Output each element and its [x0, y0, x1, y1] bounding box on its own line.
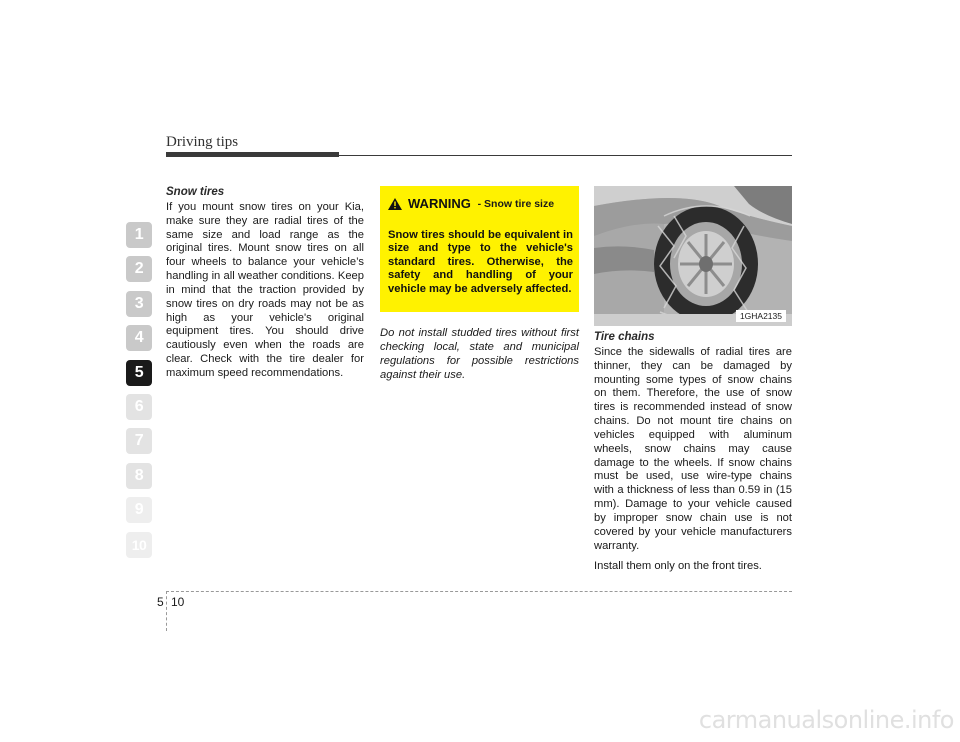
tire-chains-note: Install them only on the front tires. [594, 559, 762, 572]
warning-topic: - Snow tire size [477, 198, 555, 210]
chapter-tab-10[interactable]: 10 [126, 532, 152, 558]
footer-divider [166, 591, 167, 631]
snow-tires-body: If you mount snow tires on your Kia, make sure they are radial tires of the same size and load range as the original tires. Mount snow tires on all four wheels to balance your vehicle’s handling in all weather conditions. Keep in mind that the traction provided by snow tires on dry roads may not be as high as your vehicle's original equipment tires. You should drive cautiously even when the roads are clear. Check with the tire dealer for maximum speed recommendations. [166, 200, 364, 379]
car-wheel-illustration [594, 186, 792, 326]
figure-code: 1GHA2135 [736, 310, 786, 322]
studded-tires-note: Do not install studded tires without first checking local, state and municipal regulations for possible restrictions against their use. [380, 327, 579, 381]
warning-triangle-icon [388, 198, 402, 210]
warning-label: WARNING [408, 196, 471, 211]
warning-body: Snow tires should be equivalent in size and type to the vehicle's standard tires. Otherwise, the safety and handling of your vehicle may be adversely affected. [388, 229, 573, 295]
tire-chains-body: Since the sidewalls of radial tires are thinner, they can be damaged by mounting some types of snow chains on them. Therefore, the use of snow tires is recommended instead of snow chains. Do not mount tire chains on vehicles equipped with aluminum wheels, snow chains may cause damage to the wheels. If snow chains must be used, use wire-type chains with a thickness of less than 0.59 in (15 mm). Damage to your vehicle caused by improper snow chain use is not covered by your vehicle manufacturers warranty. [594, 345, 792, 552]
tire-chains-heading: Tire chains [594, 331, 655, 343]
chapter-tab-8[interactable]: 8 [126, 463, 152, 489]
warning-box [380, 186, 579, 312]
chapter-tab-6[interactable]: 6 [126, 394, 152, 420]
chapter-tab-9[interactable]: 9 [126, 497, 152, 523]
chapter-tab-2[interactable]: 2 [126, 256, 152, 282]
tire-chain-photo [594, 186, 792, 326]
chapter-tab-5-active[interactable]: 5 [126, 360, 152, 386]
section-title: Driving tips [166, 134, 239, 150]
footer-section-number: 5 [157, 595, 164, 609]
chapter-tab-7[interactable]: 7 [126, 428, 152, 454]
watermark: carmanualsonline.info [698, 706, 954, 734]
chapter-tab-1[interactable]: 1 [126, 222, 152, 248]
footer-page-number: 10 [171, 595, 185, 609]
header-rule [166, 155, 792, 156]
footer-rule [166, 591, 792, 592]
chapter-tabs [126, 222, 152, 566]
snow-tires-section [166, 186, 364, 387]
chapter-tab-3[interactable]: 3 [126, 291, 152, 317]
snow-tires-heading: Snow tires [166, 186, 225, 198]
chapter-tab-4[interactable]: 4 [126, 325, 152, 351]
warning-header [388, 196, 556, 211]
tire-chains-section [594, 331, 792, 579]
